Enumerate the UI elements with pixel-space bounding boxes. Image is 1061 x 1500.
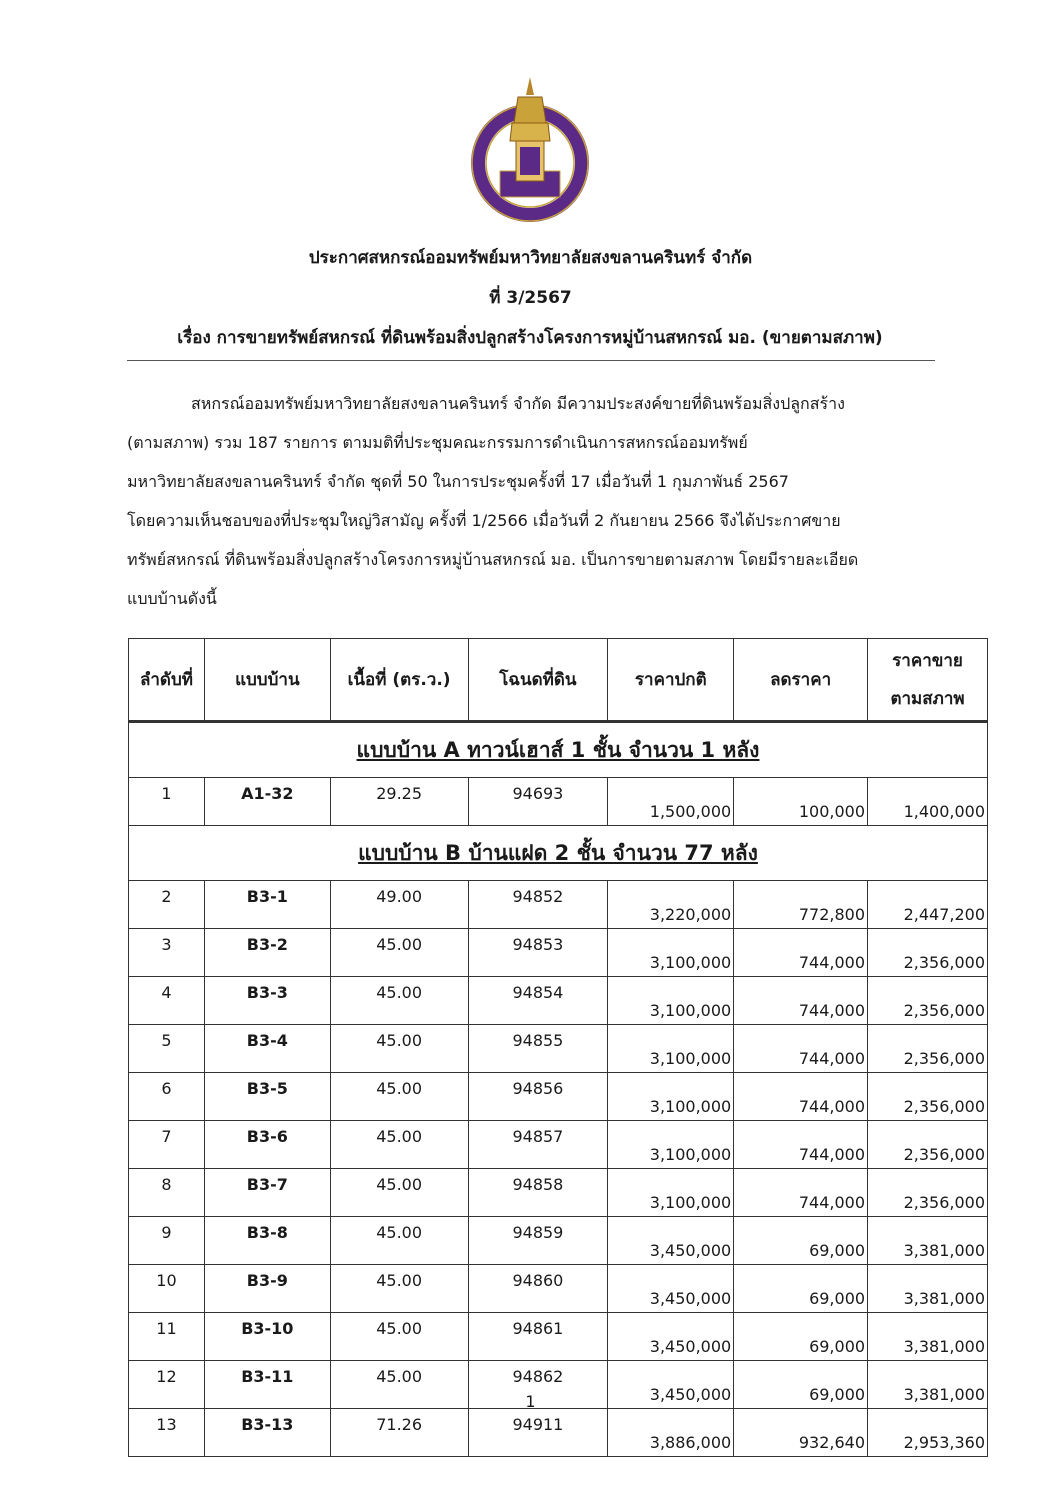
cell-sale-price: 2,447,200 [868,881,988,929]
body-line: โดยความเห็นชอบของที่ประชุมใหญ่วิสามัญ ครั้งที่ 1/2566 เมื่อวันที่ 2 กันยายน 2566 จึงได้ประกาศขาย [127,511,841,530]
cell-order: 4 [129,977,205,1025]
body-line: แบบบ้านดังนี้ [127,589,217,608]
cell-area: 45.00 [330,1169,468,1217]
cell-discount: 744,000 [734,977,868,1025]
cell-normal-price: 3,100,000 [608,1169,734,1217]
cell-deed: 94855 [468,1025,608,1073]
cell-normal-price: 3,450,000 [608,1361,734,1409]
announcement-title: ประกาศสหกรณ์ออมทรัพย์มหาวิทยาลัยสงขลานครินทร์ จำกัด [308,248,753,268]
cell-deed: 94852 [468,881,608,929]
group-heading: แบบบ้าน B บ้านแฝด 2 ชั้น จำนวน 77 หลัง [129,826,988,881]
cell-normal-price: 3,450,000 [608,1217,734,1265]
table-row [129,1169,988,1217]
cell-discount: 744,000 [734,929,868,977]
cell-order: 3 [129,929,205,977]
table-row [129,1073,988,1121]
table-row [129,929,988,977]
cell-area: 45.00 [330,1313,468,1361]
group-heading: แบบบ้าน A ทาวน์เฮาส์ 1 ชั้น จำนวน 1 หลัง [129,722,988,778]
cell-area: 45.00 [330,1121,468,1169]
cell-discount: 744,000 [734,1121,868,1169]
cell-discount: 69,000 [734,1313,868,1361]
cell-deed: 94854 [468,977,608,1025]
cell-house-type: B3-9 [204,1265,330,1313]
col-header-order: ลำดับที่ [129,639,205,722]
cell-discount: 932,640 [734,1409,868,1457]
announcement-number: ที่ 3/2567 [489,288,572,308]
table-row [129,977,988,1025]
body-line: (ตามสภาพ) รวม 187 รายการ ตามมติที่ประชุมคณะกรรมการดำเนินการสหกรณ์ออมทรัพย์ [127,433,748,452]
cell-area: 49.00 [330,881,468,929]
cell-order: 6 [129,1073,205,1121]
cell-area: 45.00 [330,977,468,1025]
col-header-area: เนื้อที่ (ตร.ว.) [330,639,468,722]
cell-house-type: A1-32 [204,778,330,826]
cell-discount: 69,000 [734,1265,868,1313]
col-header-normal-price: ราคาปกติ [608,639,734,722]
table-row [129,1409,988,1457]
cell-order: 12 [129,1361,205,1409]
table-row [129,1265,988,1313]
cell-normal-price: 3,100,000 [608,977,734,1025]
cell-sale-price: 3,381,000 [868,1217,988,1265]
cell-house-type: B3-2 [204,929,330,977]
cell-deed: 94693 [468,778,608,826]
cell-discount: 772,800 [734,881,868,929]
cell-order: 8 [129,1169,205,1217]
cell-area: 45.00 [330,1217,468,1265]
cell-discount: 744,000 [734,1073,868,1121]
cell-deed: 94859 [468,1217,608,1265]
table-group-row [129,826,988,881]
table-row [129,778,988,826]
cell-house-type: B3-5 [204,1073,330,1121]
announcement-subject: เรื่อง การขายทรัพย์สหกรณ์ ที่ดินพร้อมสิ่งปลูกสร้างโครงการหมู่บ้านสหกรณ์ มอ. (ขายตามสภาพ) [177,328,883,348]
cell-normal-price: 3,100,000 [608,1121,734,1169]
cell-normal-price: 3,220,000 [608,881,734,929]
body-line: สหกรณ์ออมทรัพย์มหาวิทยาลัยสงขลานครินทร์ จำกัด มีความประสงค์ขายที่ดินพร้อมสิ่งปลูกสร้าง [191,394,845,413]
cell-area: 45.00 [330,929,468,977]
cell-normal-price: 3,450,000 [608,1265,734,1313]
cell-order: 10 [129,1265,205,1313]
cell-area: 45.00 [330,1025,468,1073]
cell-house-type: B3-10 [204,1313,330,1361]
cell-discount: 69,000 [734,1217,868,1265]
col-header-deed: โฉนดที่ดิน [468,639,608,722]
announcement-body [127,384,935,618]
cell-house-type: B3-6 [204,1121,330,1169]
cell-discount: 744,000 [734,1169,868,1217]
cell-sale-price: 2,356,000 [868,1073,988,1121]
cell-deed: 94856 [468,1073,608,1121]
cell-sale-price: 2,953,360 [868,1409,988,1457]
cell-deed: 94862 [468,1361,608,1409]
table-group-row [129,722,988,778]
cell-discount: 69,000 [734,1361,868,1409]
col-header-sale-price: ราคาขาย ตามสภาพ [868,639,988,722]
cell-sale-price: 3,381,000 [868,1313,988,1361]
cell-deed: 94858 [468,1169,608,1217]
cell-area: 71.26 [330,1409,468,1457]
cell-house-type: B3-1 [204,881,330,929]
cell-order: 1 [129,778,205,826]
cell-normal-price: 1,500,000 [608,778,734,826]
cell-house-type: B3-3 [204,977,330,1025]
cell-deed: 94911 [468,1409,608,1457]
cell-order: 13 [129,1409,205,1457]
cell-sale-price: 3,381,000 [868,1265,988,1313]
col-header-discount: ลดราคา [734,639,868,722]
table-row [129,881,988,929]
table-row [129,1121,988,1169]
body-line: ทรัพย์สหกรณ์ ที่ดินพร้อมสิ่งปลูกสร้างโครงการหมู่บ้านสหกรณ์ มอ. เป็นการขายตามสภาพ โดยมีรายละเอียด [127,550,859,569]
cell-area: 45.00 [330,1073,468,1121]
cell-normal-price: 3,100,000 [608,1073,734,1121]
cell-deed: 94853 [468,929,608,977]
cell-sale-price: 2,356,000 [868,929,988,977]
cell-sale-price: 2,356,000 [868,1121,988,1169]
col-header-house-type: แบบบ้าน [204,639,330,722]
cell-normal-price: 3,886,000 [608,1409,734,1457]
cell-area: 45.00 [330,1361,468,1409]
cell-sale-price: 2,356,000 [868,977,988,1025]
cell-normal-price: 3,100,000 [608,1025,734,1073]
cell-area: 29.25 [330,778,468,826]
page-number: 1 [525,1392,536,1411]
cell-deed: 94857 [468,1121,608,1169]
cell-house-type: B3-11 [204,1361,330,1409]
cell-normal-price: 3,450,000 [608,1313,734,1361]
cell-house-type: B3-13 [204,1409,330,1457]
cell-area: 45.00 [330,1265,468,1313]
cell-house-type: B3-7 [204,1169,330,1217]
cell-order: 5 [129,1025,205,1073]
table-row [129,1313,988,1361]
table-row [129,1217,988,1265]
cell-deed: 94860 [468,1265,608,1313]
cell-sale-price: 1,400,000 [868,778,988,826]
body-line: มหาวิทยาลัยสงขลานครินทร์ จำกัด ชุดที่ 50 ในการประชุมครั้งที่ 17 เมื่อวันที่ 1 กุมภาพันธ์ 2567 [127,472,789,491]
table-header-row [129,639,988,722]
cell-sale-price: 2,356,000 [868,1025,988,1073]
cell-normal-price: 3,100,000 [608,929,734,977]
cell-discount: 100,000 [734,778,868,826]
cooperative-logo [460,75,600,225]
cell-house-type: B3-8 [204,1217,330,1265]
cell-order: 11 [129,1313,205,1361]
table-row [129,1025,988,1073]
cell-order: 9 [129,1217,205,1265]
header-divider [127,360,935,361]
house-listing-table [128,638,988,1457]
cell-deed: 94861 [468,1313,608,1361]
cell-order: 7 [129,1121,205,1169]
cell-sale-price: 2,356,000 [868,1169,988,1217]
cell-house-type: B3-4 [204,1025,330,1073]
cell-order: 2 [129,881,205,929]
cell-discount: 744,000 [734,1025,868,1073]
cell-sale-price: 3,381,000 [868,1361,988,1409]
